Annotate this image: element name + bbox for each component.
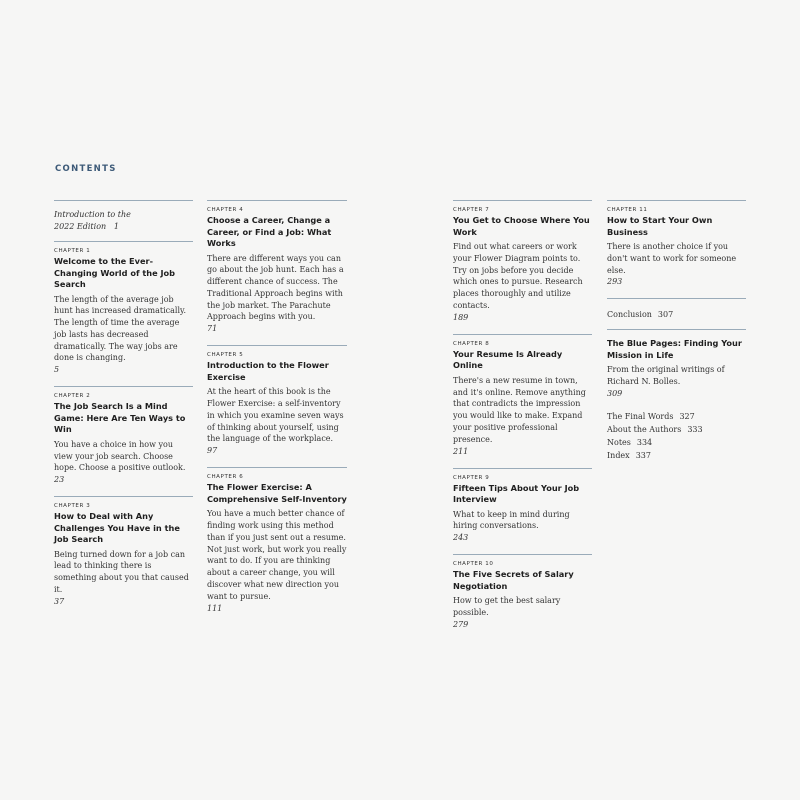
chapter-description: There's a new resume in town, and it's online. Remove anything that contradicts the impression you would like to make. Expand your positive professional presence.: [453, 375, 586, 444]
chapter-label: CHAPTER 8: [453, 340, 490, 347]
chapter-description: There are different ways you can go about the job hunt. Each has a different chance of success. The Traditional Approach begins with the job market. The Parachute Approach begins with you.: [207, 253, 344, 322]
chapter-page-number: 111: [207, 603, 223, 613]
chapter-label: CHAPTER 1: [54, 248, 91, 254]
toc-entry-blue-pages[interactable]: [607, 329, 746, 472]
chapter-description: You have a choice in how you view your job search. Choose hope. Choose a positive outlook.: [54, 439, 186, 473]
chapter-page-number: 243: [453, 533, 469, 543]
chapter-label: CHAPTER 4: [207, 207, 244, 213]
chapter-description: The length of the average job hunt has increased dramatically. The length of time the average job lasts has decreased dramatically. The way jobs are done is changing.: [54, 294, 187, 363]
blue-pages-page-number: 309: [607, 388, 623, 398]
blue-pages-description: From the original writings of Richard N. Bolles.: [607, 365, 725, 387]
toc-column-1: [54, 200, 193, 618]
intro-line-2: 2022 Edition 1: [54, 222, 119, 231]
chapter-label: CHAPTER 10: [453, 561, 494, 568]
toc-entry-chapter-11[interactable]: [607, 200, 746, 298]
toc-entry-introduction[interactable]: [54, 200, 193, 241]
toc-entry-final-words[interactable]: The Final Words 327: [607, 411, 695, 421]
chapter-page-number: 189: [453, 312, 469, 322]
chapter-page-number: 97: [207, 446, 218, 456]
chapter-title: Fifteen Tips About Your Job Interview: [453, 482, 580, 505]
toc-column-4: [607, 200, 746, 472]
chapter-label: CHAPTER 9: [453, 474, 490, 481]
chapter-label: CHAPTER 3: [54, 503, 91, 510]
toc-entry-chapter-9[interactable]: [453, 468, 592, 555]
chapter-description: You have a much better chance of finding work using this method than if you just sent out a resume. Not just work, but work you really want to do. If you are thinking about a career change, you will discover what new direction you want to pursue.: [207, 509, 347, 601]
toc-column-2: [207, 200, 347, 625]
chapter-title: The Job Search Is a Mind Game: Here Are Ten Ways to Win: [54, 401, 186, 435]
toc-entry-conclusion[interactable]: [607, 298, 746, 329]
chapter-description: Find out what careers or work your Flower Diagram points to. Try on jobs before you decide which ones to pursue. Research places thoroughly and utilize contacts.: [453, 242, 583, 310]
chapter-page-number: 279: [453, 619, 469, 629]
chapter-label: CHAPTER 6: [207, 474, 244, 481]
chapter-title: The Flower Exercise: A Comprehensive Self-Inventory: [207, 482, 347, 504]
chapter-page-number: 5: [54, 365, 60, 375]
chapter-title: How to Start Your Own Business: [607, 215, 713, 237]
chapter-description: There is another choice if you don't want to work for someone else.: [607, 242, 737, 275]
chapter-page-number: 211: [453, 446, 469, 456]
chapter-title: Your Resume Is Already Online: [453, 348, 563, 371]
chapter-title: Introduction to the Flower Exercise: [207, 360, 329, 382]
chapter-description: What to keep in mind during hiring conversations.: [453, 509, 570, 531]
toc-entry-chapter-3[interactable]: [54, 496, 193, 618]
toc-entry-index[interactable]: Index 337: [607, 450, 651, 460]
chapter-page-number: 71: [207, 324, 218, 334]
intro-line-1: Introduction to the: [54, 210, 131, 219]
chapter-label: CHAPTER 7: [453, 207, 490, 213]
chapter-title: The Five Secrets of Salary Negotiation: [453, 569, 574, 591]
toc-entry-chapter-5[interactable]: [207, 345, 347, 467]
toc-entry-chapter-1[interactable]: [54, 241, 193, 386]
chapter-label: CHAPTER 2: [54, 393, 91, 400]
toc-entry-chapter-2[interactable]: [54, 386, 193, 496]
toc-entry-chapter-10[interactable]: [453, 554, 592, 641]
toc-entry-notes[interactable]: Notes 334: [607, 437, 653, 447]
chapter-page-number: 23: [54, 475, 65, 485]
toc-entry-chapter-7[interactable]: [453, 200, 592, 334]
conclusion-page: 307: [657, 310, 674, 320]
blue-pages-title: The Blue Pages: Finding Your Mission in Life: [607, 338, 742, 360]
chapter-page-number: 37: [54, 596, 65, 606]
chapter-description: How to get the best salary possible.: [453, 596, 561, 617]
conclusion-line: Conclusion 307: [607, 310, 674, 320]
chapter-label: CHAPTER 11: [607, 207, 648, 213]
chapter-title: How to Deal with Any Challenges You Have in the Job Search: [54, 511, 180, 545]
toc-entry-chapter-4[interactable]: [207, 200, 347, 345]
chapter-title: Welcome to the Ever-Changing World of the Job Search: [54, 256, 176, 289]
toc-entry-chapter-6[interactable]: [207, 467, 347, 624]
toc-entry-about-authors[interactable]: About the Authors 333: [607, 424, 703, 434]
chapter-description: Being turned down for a job can lead to thinking there is something about you that caused it.: [54, 549, 189, 595]
toc-column-3: [453, 200, 592, 641]
chapter-page-number: 293: [607, 277, 623, 287]
chapter-description: At the heart of this book is the Flower Exercise: a self-inventory in which you examine seven ways of thinking about yourself, using the language of the workplace.: [207, 387, 344, 444]
intro-page: 1: [113, 222, 119, 231]
chapter-label: CHAPTER 5: [207, 352, 244, 359]
chapter-title: Choose a Career, Change a Career, or Find a Job: What Works: [207, 215, 332, 248]
contents-heading: CONTENTS: [55, 164, 117, 174]
chapter-title: You Get to Choose Where You Work: [453, 215, 590, 237]
toc-entry-chapter-8[interactable]: [453, 334, 592, 468]
